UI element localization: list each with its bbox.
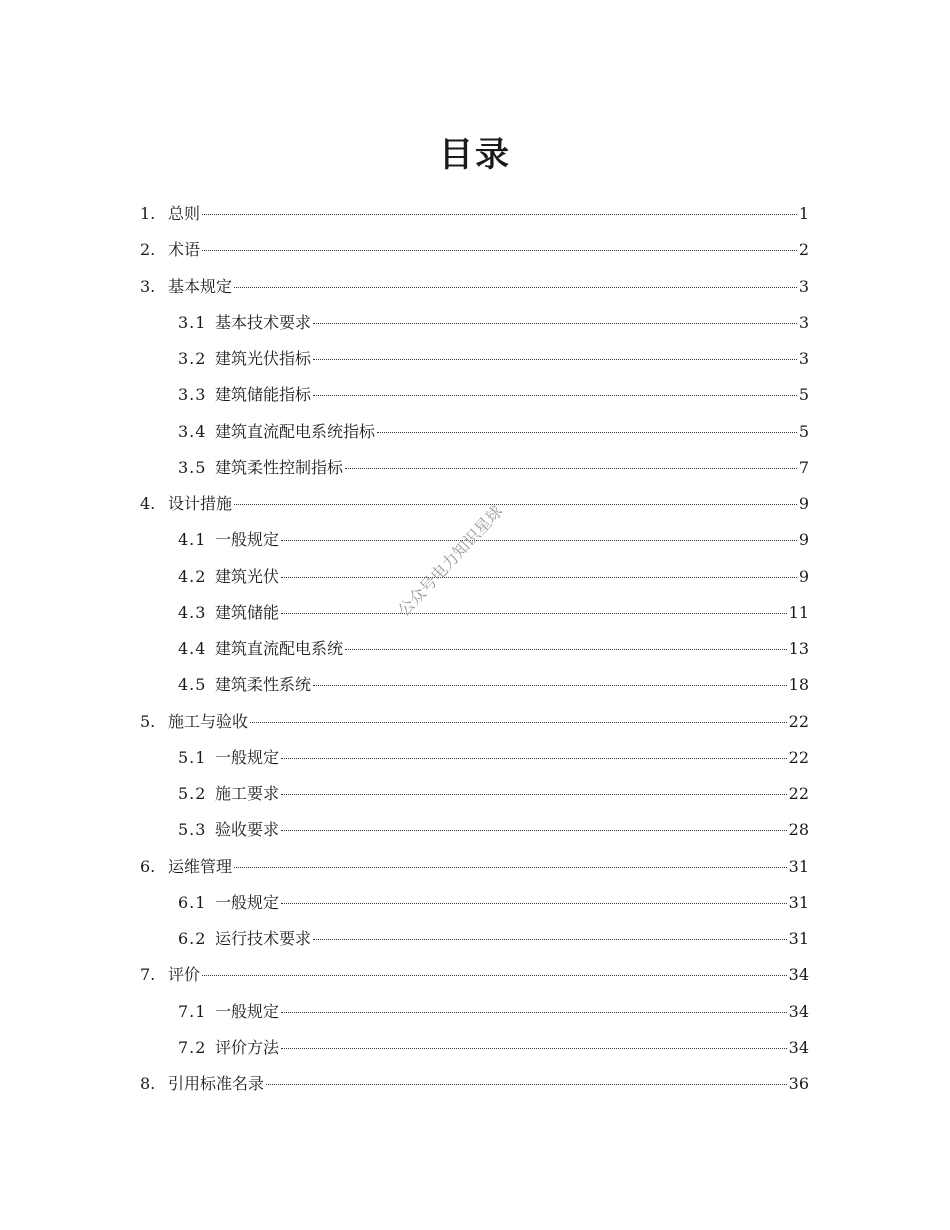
dot-leader (281, 794, 787, 795)
toc-entry[interactable] (0, 1066, 950, 1102)
toc-entry[interactable] (0, 921, 950, 957)
toc-entry-page-number: 31 (788, 856, 809, 876)
toc-entry-label: 基本技术要求 (215, 312, 312, 332)
toc-entry[interactable] (0, 196, 950, 232)
dot-leader (281, 577, 797, 578)
toc-entry-page-number: 2 (798, 240, 809, 260)
toc-entry-label: 验收要求 (215, 820, 280, 840)
toc-entry-page-number: 22 (788, 784, 809, 803)
toc-entry-label: 建筑储能 (215, 602, 280, 622)
toc-entry[interactable] (0, 450, 950, 486)
toc-entry-page-number: 36 (788, 1074, 809, 1093)
dot-leader (281, 613, 787, 614)
toc-entry-page-number: 34 (788, 1037, 809, 1057)
toc-entry-number: 3. (140, 276, 156, 296)
dot-leader (281, 1048, 787, 1049)
dot-leader (281, 758, 787, 759)
table-of-contents (0, 196, 950, 1102)
toc-entry[interactable] (0, 667, 950, 703)
toc-entry[interactable] (0, 776, 950, 812)
toc-entry-number: 6.1 (178, 892, 207, 912)
toc-entry-number: 7.2 (178, 1037, 207, 1057)
toc-entry-number: 3.5 (178, 457, 207, 477)
toc-entry-label: 一般规定 (215, 1001, 280, 1021)
dot-leader (234, 287, 797, 288)
dot-leader (313, 395, 797, 396)
toc-entry-number: 5.1 (178, 747, 207, 767)
toc-entry-label: 评价方法 (215, 1037, 280, 1057)
dot-leader (266, 1084, 787, 1085)
toc-entry[interactable] (0, 994, 950, 1030)
toc-entry-label: 建筑直流配电系统 (215, 639, 344, 658)
toc-entry-page-number: 3 (798, 349, 809, 368)
toc-entry-number: 2. (140, 240, 156, 260)
toc-entry-number: 3.4 (178, 421, 207, 441)
toc-entry[interactable] (0, 885, 950, 921)
toc-entry-page-number: 22 (788, 747, 809, 767)
toc-entry-number: 3.2 (178, 349, 207, 368)
toc-entry-page-number: 3 (798, 276, 809, 296)
dot-leader (250, 722, 787, 723)
toc-entry[interactable] (0, 414, 950, 450)
toc-entry-page-number: 31 (788, 929, 809, 948)
dot-leader (202, 975, 787, 976)
dot-leader (281, 540, 797, 541)
dot-leader (313, 359, 797, 360)
toc-entry-page-number: 22 (788, 711, 809, 731)
toc-entry[interactable] (0, 377, 950, 413)
toc-entry-label: 一般规定 (215, 530, 280, 550)
toc-entry-page-number: 34 (788, 1001, 809, 1021)
toc-entry-label: 建筑光伏 (215, 566, 280, 586)
page-title: 目录 (439, 134, 511, 175)
toc-entry[interactable] (0, 849, 950, 885)
toc-entry[interactable] (0, 1030, 950, 1066)
toc-entry-page-number: 7 (798, 457, 809, 477)
toc-entry-label: 建筑柔性系统 (215, 675, 312, 695)
toc-entry-label: 基本规定 (168, 276, 233, 296)
toc-entry-page-number: 9 (798, 494, 809, 513)
toc-entry[interactable] (0, 740, 950, 776)
toc-entry-number: 4. (140, 494, 156, 513)
dot-leader (313, 323, 797, 324)
toc-entry-number: 1. (140, 204, 156, 223)
toc-entry-number: 4.4 (178, 639, 207, 658)
toc-entry-number: 5.2 (178, 784, 207, 803)
toc-entry-label: 引用标准名录 (168, 1074, 265, 1093)
toc-entry-page-number: 9 (798, 530, 809, 550)
toc-entry-number: 6. (140, 856, 156, 876)
toc-entry-number: 4.3 (178, 602, 207, 622)
toc-entry-label: 一般规定 (215, 892, 280, 912)
toc-entry-number: 3.1 (178, 312, 207, 332)
toc-entry[interactable] (0, 305, 950, 341)
toc-entry-page-number: 1 (798, 204, 809, 223)
toc-entry[interactable] (0, 595, 950, 631)
dot-leader (345, 649, 787, 650)
toc-entry-page-number: 9 (798, 566, 809, 586)
dot-leader (281, 903, 787, 904)
toc-entry-number: 7. (140, 965, 156, 985)
toc-entry[interactable] (0, 522, 950, 558)
toc-entry[interactable] (0, 341, 950, 377)
toc-entry-number: 4.5 (178, 675, 207, 695)
dot-leader (281, 1012, 787, 1013)
toc-entry[interactable] (0, 704, 950, 740)
toc-entry-label: 一般规定 (215, 747, 280, 767)
toc-entry-page-number: 13 (788, 639, 809, 658)
toc-entry-label: 建筑柔性控制指标 (215, 457, 344, 477)
dot-leader (281, 830, 787, 831)
toc-entry-label: 运行技术要求 (215, 929, 312, 948)
toc-entry-page-number: 18 (788, 675, 809, 695)
toc-entry[interactable] (0, 812, 950, 848)
toc-entry-page-number: 31 (788, 892, 809, 912)
toc-entry-label: 术语 (168, 240, 201, 260)
toc-entry-label: 建筑储能指标 (215, 385, 312, 405)
toc-entry-number: 5.3 (178, 820, 207, 840)
dot-leader (234, 504, 797, 505)
watermark: 公众号电力知识星球 (394, 501, 507, 621)
toc-entry-label: 运维管理 (168, 856, 233, 876)
toc-entry-number: 6.2 (178, 929, 207, 948)
dot-leader (313, 685, 787, 686)
dot-leader (202, 214, 797, 215)
toc-entry-label: 评价 (168, 965, 201, 985)
toc-entry[interactable] (0, 232, 950, 268)
toc-entry-label: 建筑直流配电系统指标 (215, 421, 376, 441)
toc-entry-label: 设计措施 (168, 494, 233, 513)
toc-entry-page-number: 28 (788, 820, 809, 840)
toc-entry-number: 4.1 (178, 530, 207, 550)
toc-entry-page-number: 34 (788, 965, 809, 985)
toc-entry-label: 总则 (168, 204, 201, 223)
dot-leader (345, 468, 797, 469)
toc-entry-number: 5. (140, 711, 156, 731)
dot-leader (234, 867, 787, 868)
toc-entry-label: 建筑光伏指标 (215, 349, 312, 368)
toc-entry-page-number: 11 (788, 602, 809, 622)
toc-entry[interactable] (0, 486, 950, 522)
toc-entry-number: 7.1 (178, 1001, 207, 1021)
toc-entry-number: 3.3 (178, 385, 207, 405)
dot-leader (202, 250, 797, 251)
toc-entry-number: 8. (140, 1074, 156, 1093)
toc-entry[interactable] (0, 631, 950, 667)
toc-entry-page-number: 5 (798, 385, 809, 405)
dot-leader (313, 939, 787, 940)
toc-entry-label: 施工要求 (215, 784, 280, 803)
toc-entry-page-number: 5 (798, 421, 809, 441)
toc-entry-page-number: 3 (798, 312, 809, 332)
dot-leader (377, 432, 797, 433)
toc-entry-number: 4.2 (178, 566, 207, 586)
toc-entry[interactable] (0, 957, 950, 993)
toc-entry-label: 施工与验收 (168, 711, 249, 731)
toc-entry[interactable] (0, 269, 950, 305)
toc-entry[interactable] (0, 559, 950, 595)
